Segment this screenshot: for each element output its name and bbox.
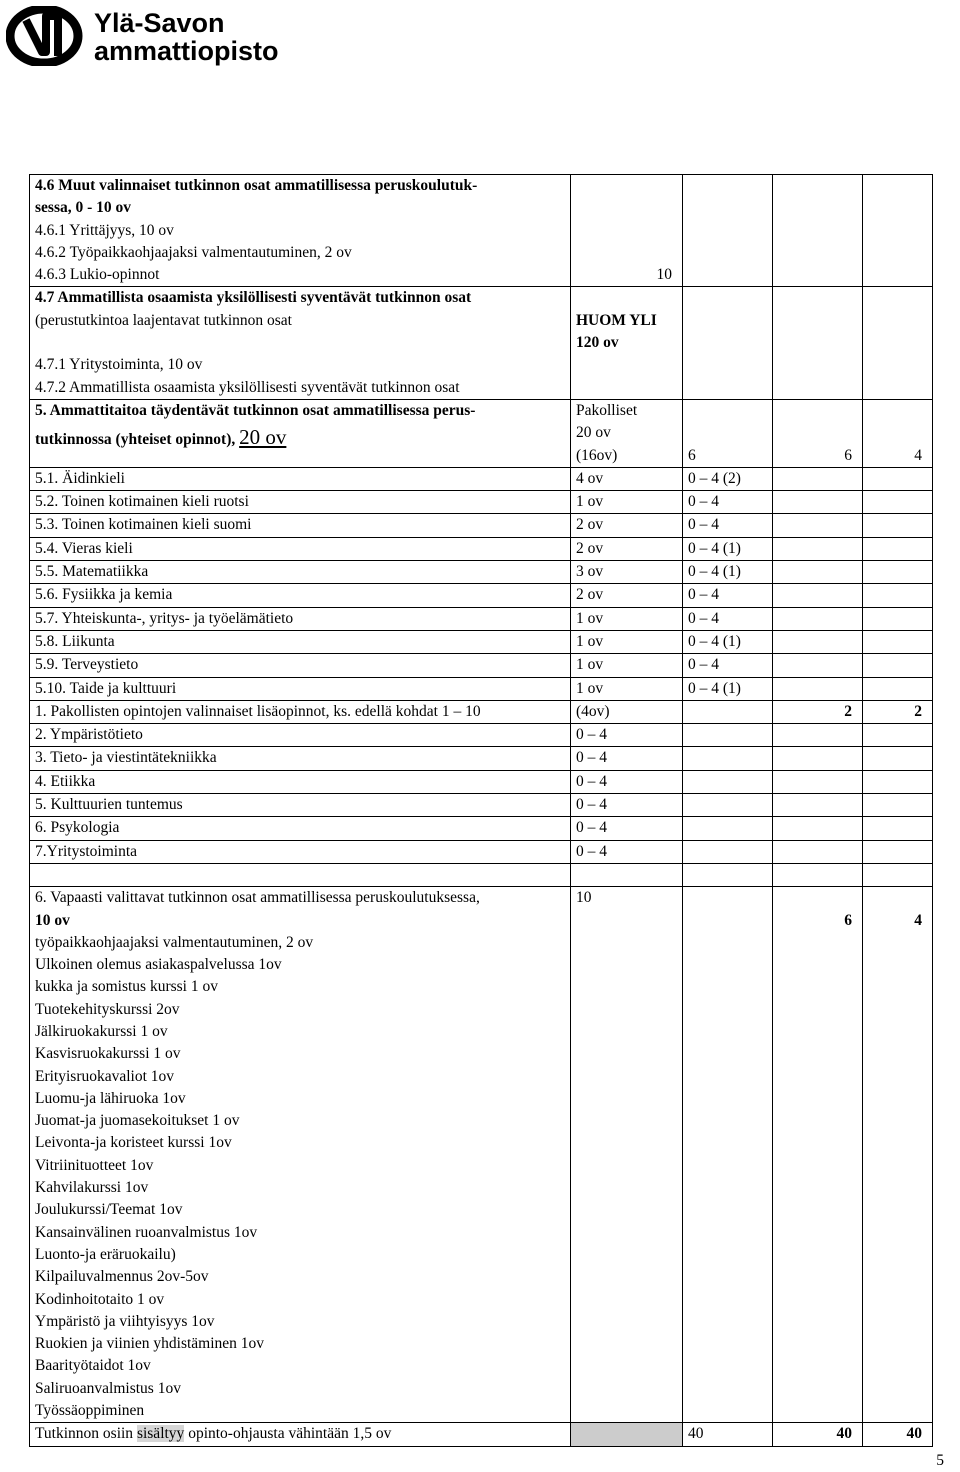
- course-item: Ulkoinen olemus asiakaspalvelussa 1ov: [35, 956, 282, 974]
- section-5-col5: 4: [914, 446, 922, 464]
- optional-value: (4ov): [576, 702, 610, 720]
- table-row: [30, 817, 933, 840]
- subject-range: 0 – 4 (1): [688, 679, 741, 697]
- course-item: Kilpailuvalmennus 2ov-5ov: [35, 1268, 209, 1286]
- subject-name: 5.6. Fysiikka ja kemia: [35, 586, 173, 604]
- row-section-4-7: [30, 287, 933, 399]
- optional-title: 1. Pakollisten opintojen valinnaiset lisäopinnot, ks. edellä kohdat 1 – 10: [35, 702, 481, 720]
- table-row: [30, 654, 933, 677]
- subject-name: 5.7. Yhteiskunta-, yritys- ja työelämätieto: [35, 609, 294, 627]
- table-row: [30, 724, 933, 747]
- section-4-6-title: 4.6 Muut valinnaiset tutkinnon osat ammatillisessa peruskoulutuk-: [35, 177, 478, 194]
- table-row: [30, 584, 933, 607]
- row-section-5: [30, 399, 933, 467]
- subject-ov: 2 ov: [576, 516, 604, 534]
- course-item: Tuotekehityskurssi 2ov: [35, 1000, 180, 1018]
- course-item: Jälkiruokakurssi 1 ov: [35, 1022, 168, 1040]
- spacer-row: [30, 863, 933, 886]
- section-6-title-cont: 10 ov: [35, 911, 70, 929]
- course-item: Juomat-ja juomasekoitukset 1 ov: [35, 1112, 240, 1130]
- section-4-6-item: 4.6.1 Yrittäjyys, 10 ov: [35, 221, 174, 239]
- table-row: [30, 491, 933, 514]
- subject-range: 0 – 4: [688, 656, 719, 674]
- subject-ov: 1 ov: [576, 493, 604, 511]
- subject-ov: 3 ov: [576, 563, 604, 581]
- section-4-6-title-cont: sessa, 0 - 10 ov: [35, 199, 132, 217]
- course-item: Ympäristö ja viihtyisyys 1ov: [35, 1312, 215, 1330]
- optional-item: 7.Yritystoiminta: [35, 842, 138, 860]
- subject-name: 5.1. Äidinkieli: [35, 469, 125, 487]
- course-item: Leivonta-ja koristeet kurssi 1ov: [35, 1134, 232, 1152]
- section-5-col3: 6: [688, 446, 696, 464]
- section-4-7-title: 4.7 Ammatillista osaamista yksilöllisesti syventävät tutkinnon osat: [35, 289, 472, 307]
- subject-range: 0 – 4: [688, 516, 719, 534]
- section-4-7-item: 4.7.1 Yritystoiminta, 10 ov: [35, 356, 203, 374]
- course-item: Joulukurssi/Teemat 1ov: [35, 1201, 183, 1219]
- table-row: [30, 537, 933, 560]
- subject-ov: 1 ov: [576, 609, 604, 627]
- course-item: Kasvisruokakurssi 1 ov: [35, 1045, 181, 1063]
- table-row: [30, 514, 933, 537]
- optional-item: 4. Etiikka: [35, 772, 96, 790]
- optional-item: 3. Tieto- ja viestintätekniikka: [35, 749, 217, 767]
- section-4-6-item: 4.6.3 Lukio-opinnot: [35, 266, 160, 284]
- section-5-mandatory-ov: 20 ov: [576, 424, 611, 442]
- subject-ov: 4 ov: [576, 469, 604, 487]
- course-item: Vitriinituotteet 1ov: [35, 1156, 154, 1174]
- subject-ov: 1 ov: [576, 632, 604, 650]
- subject-name: 5.4. Vieras kieli: [35, 539, 133, 557]
- table-row: [30, 794, 933, 817]
- subject-name: 5.9. Terveystieto: [35, 656, 139, 674]
- subject-name: 5.5. Matematiikka: [35, 563, 149, 581]
- table-row: [30, 467, 933, 490]
- section-4-7-title-cont: (perustutkintoa laajentavat tutkinnon osat: [35, 311, 292, 329]
- optional-item-value: 0 – 4: [576, 726, 607, 744]
- total-text-cont: opinto-ohjausta vähintään 1,5 ov: [184, 1425, 392, 1443]
- row-optional-title: [30, 700, 933, 723]
- subject-name: 5.2. Toinen kotimainen kieli ruotsi: [35, 493, 249, 511]
- section-5-title-cont: tutkinnossa (yhteiset opinnot),: [35, 431, 236, 449]
- section-5-credits: 20 ov: [239, 425, 287, 450]
- logo-mark-icon: [6, 6, 86, 66]
- course-item: Luomu-ja lähiruoka 1ov: [35, 1089, 186, 1107]
- course-item: Baarityötaidot 1ov: [35, 1357, 151, 1375]
- course-item: Kodinhoitotaito 1 ov: [35, 1290, 165, 1308]
- subject-ov: 2 ov: [576, 539, 604, 557]
- optional-item-value: 0 – 4: [576, 842, 607, 860]
- section-5-mandatory: Pakolliset: [576, 401, 638, 419]
- subject-range: 0 – 4 (1): [688, 539, 741, 557]
- course-item: Kansainvälinen ruoanvalmistus 1ov: [35, 1223, 258, 1241]
- total-col4: 40: [836, 1425, 852, 1443]
- row-section-6: [30, 887, 933, 1423]
- page-number: 5: [936, 1452, 944, 1469]
- course-item: Kahvilakurssi 1ov: [35, 1179, 149, 1197]
- subject-range: 0 – 4: [688, 586, 719, 604]
- table-row: [30, 561, 933, 584]
- section-6-col5: 4: [914, 911, 922, 929]
- section-4-7-note: HUOM YLI: [576, 311, 657, 329]
- course-item: Ruokien ja viinien yhdistäminen 1ov: [35, 1335, 265, 1353]
- table-row: [30, 630, 933, 653]
- subject-range: 0 – 4 (1): [688, 563, 741, 581]
- optional-item-value: 0 – 4: [576, 796, 607, 814]
- section-5-col4: 6: [844, 446, 852, 464]
- course-item: Erityisruokavaliot 1ov: [35, 1067, 175, 1085]
- subject-range: 0 – 4: [688, 493, 719, 511]
- subject-name: 5.10. Taide ja kulttuuri: [35, 679, 177, 697]
- section-6-title: 6. Vapaasti valittavat tutkinnon osat ammatillisessa peruskoulutuksessa,: [35, 889, 480, 907]
- course-item: työpaikkaohjaajaksi valmentautuminen, 2 ov: [35, 933, 314, 951]
- logo: [6, 6, 296, 66]
- logo-text-line1: Ylä-Savon: [94, 8, 225, 38]
- section-4-7-note-cont: 120 ov: [576, 334, 619, 352]
- table-row: [30, 747, 933, 770]
- course-item: Työssäoppiminen: [35, 1402, 145, 1420]
- subject-ov: 1 ov: [576, 679, 604, 697]
- total-text: Tutkinnon osiin: [35, 1425, 137, 1443]
- logo-text-line2: ammattiopisto: [94, 36, 279, 66]
- total-col3: 40: [688, 1425, 704, 1443]
- row-total: [30, 1423, 933, 1446]
- subject-ov: 1 ov: [576, 656, 604, 674]
- table-row: [30, 840, 933, 863]
- total-text-highlight: sisältyy: [136, 1425, 185, 1443]
- section-5-mandatory-16ov: (16ov): [576, 446, 618, 464]
- course-item: kukka ja somistus kurssi 1 ov: [35, 978, 218, 996]
- optional-item-value: 0 – 4: [576, 772, 607, 790]
- subject-range: 0 – 4: [688, 609, 719, 627]
- table-row: [30, 677, 933, 700]
- section-4-6-item: 4.6.2 Työpaikkaohjaajaksi valmentautuminen, 2 ov: [35, 243, 352, 261]
- curriculum-table: [29, 174, 933, 1447]
- table-row: [30, 607, 933, 630]
- course-item: Saliruoanvalmistus 1ov: [35, 1379, 181, 1397]
- total-col5: 40: [906, 1425, 922, 1443]
- optional-item: 5. Kulttuurien tuntemus: [35, 796, 183, 814]
- section-4-6-value: 10: [656, 266, 672, 284]
- section-5-title: 5. Ammattitaitoa täydentävät tutkinnon osat ammatillisessa perus-: [35, 401, 476, 419]
- section-6-value: 10: [576, 889, 592, 907]
- subject-range: 0 – 4 (1): [688, 632, 741, 650]
- subject-name: 5.3. Toinen kotimainen kieli suomi: [35, 516, 252, 534]
- row-section-4-6: [30, 175, 933, 287]
- section-6-col4: 6: [844, 911, 852, 929]
- subject-ov: 2 ov: [576, 586, 604, 604]
- optional-item-value: 0 – 4: [576, 819, 607, 837]
- optional-item-value: 0 – 4: [576, 749, 607, 767]
- optional-item: 2. Ympäristötieto: [35, 726, 143, 744]
- subject-name: 5.8. Liikunta: [35, 632, 115, 650]
- course-item: Luonto-ja eräruokailu): [35, 1245, 176, 1263]
- section-4-7-item: 4.7.2 Ammatillista osaamista yksilöllisesti syventävät tutkinnon osat: [35, 378, 460, 396]
- subject-range: 0 – 4 (2): [688, 469, 741, 487]
- optional-col5: 2: [914, 702, 922, 720]
- table-row: [30, 770, 933, 793]
- optional-col4: 2: [844, 702, 852, 720]
- optional-item: 6. Psykologia: [35, 819, 120, 837]
